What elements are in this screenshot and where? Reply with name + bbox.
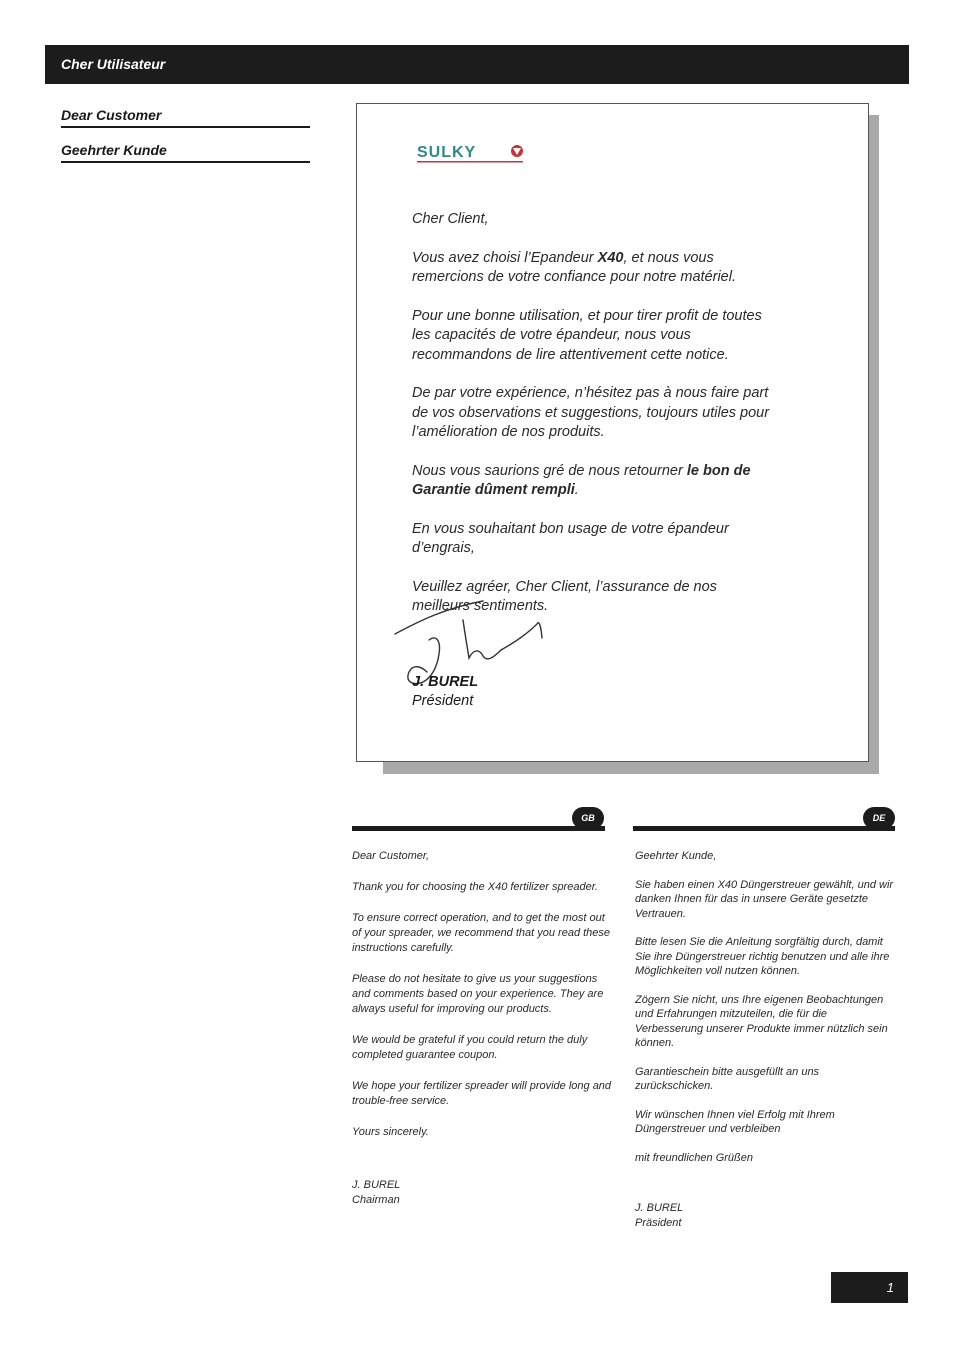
gb-paragraph: Please do not hesitate to give us your suggestions and comments based on your experience. They are always useful for improving our products. bbox=[352, 973, 604, 1015]
de-paragraph: Geehrter Kunde, bbox=[635, 850, 717, 862]
de-signer-title: Präsident bbox=[635, 1216, 682, 1229]
de-paragraph: Sie haben einen X40 Düngerstreuer gewählt, und wir danken Ihnen für das in unsere Geräte gesetzte Vertrauen. bbox=[635, 878, 894, 920]
sidebar-link-geehrter-kunde[interactable]: Geehrter Kunde bbox=[61, 142, 310, 163]
gb-paragraph: To ensure correct operation, and to get the most out of your spreader, we recommend that you read these instructions carefully. bbox=[352, 912, 611, 954]
gb-paragraph: We hope your fertilizer spreader will provide long and trouble-free service. bbox=[352, 1080, 612, 1107]
letter-paragraph-1: Vous avez choisi l’Epandeur X40, et nous vous remercions de votre confiance pour notre matériel. bbox=[412, 249, 736, 285]
de-paragraph: Garantieschein bitte ausgefüllt an uns zurückschicken. bbox=[635, 1065, 820, 1092]
de-paragraph: Zögern Sie nicht, uns Ihre eigenen Beobachtungen und Erfahrungen mitzuteilen, die für die Verbesserung unserer Produkte immer nützlich sein können. bbox=[635, 993, 888, 1049]
sidebar-link-dear-customer[interactable]: Dear Customer bbox=[61, 107, 310, 128]
gb-signature bbox=[352, 1178, 614, 1208]
header-title: Cher Utilisateur bbox=[61, 56, 166, 72]
gb-signer-title: Chairman bbox=[352, 1194, 400, 1206]
letter-paragraph-4: Nous vous saurions gré de nous retourner le bon de Garantie dûment rempli. bbox=[412, 462, 751, 498]
gb-rule bbox=[352, 826, 605, 831]
de-signer-name: J. BUREL bbox=[635, 1202, 684, 1214]
gb-paragraph: Thank you for choosing the X40 fertilizer spreader. bbox=[352, 881, 599, 893]
gb-paragraph: We would be grateful if you could return the duly completed guarantee coupon. bbox=[352, 1034, 588, 1061]
letter-card bbox=[356, 103, 869, 762]
letter-signer-title: Président bbox=[412, 693, 474, 709]
sulky-logo bbox=[417, 142, 529, 171]
de-paragraph: Bitte lesen Sie die Anleitung sorgfältig durch, damit Sie ihre Düngerstreuer richtig benutzen und alle ihre Möglichkeiten voll nutzen können. bbox=[635, 936, 890, 977]
letter-signer-name: J. BUREL bbox=[412, 674, 479, 690]
de-column bbox=[635, 849, 897, 1230]
gb-language-badge: GB bbox=[572, 807, 604, 829]
letter-paragraph-3: De par votre expérience, n’hésitez pas à nous faire part de vos observations et suggestions, toujours utiles pour l’amélioration de nos produits. bbox=[412, 385, 770, 440]
letter-body bbox=[412, 210, 772, 636]
gb-column bbox=[352, 849, 614, 1208]
de-paragraph: Wir wünschen Ihnen viel Erfolg mit Ihrem Düngerstreuer und verbleiben bbox=[635, 1108, 835, 1135]
gb-paragraph: Yours sincerely. bbox=[352, 1126, 429, 1138]
svg-text:SULKY: SULKY bbox=[417, 144, 477, 161]
gb-paragraph: Dear Customer, bbox=[352, 850, 430, 862]
page-number: 1 bbox=[831, 1272, 908, 1303]
letter-paragraph-2: Pour une bonne utilisation, et pour tirer profit de toutes les capacités de votre épandeur, nous vous recommandons de lire attentivement cette notice. bbox=[412, 307, 762, 363]
de-paragraph: mit freundlichen Grüßen bbox=[635, 1151, 753, 1164]
gb-signer-name: J. BUREL bbox=[352, 1179, 401, 1191]
de-signature bbox=[635, 1201, 897, 1230]
letter-paragraph-5: En vous souhaitant bon usage de votre épandeur d’engrais, bbox=[412, 520, 729, 556]
de-language-badge: DE bbox=[863, 807, 895, 829]
page-header bbox=[45, 45, 909, 84]
de-rule bbox=[633, 826, 895, 831]
letter-salutation: Cher Client, bbox=[412, 211, 489, 227]
letter-paragraph-6: Veuillez agréer, Cher Client, l’assurance de nos meilleurs sentiments. bbox=[412, 578, 717, 614]
